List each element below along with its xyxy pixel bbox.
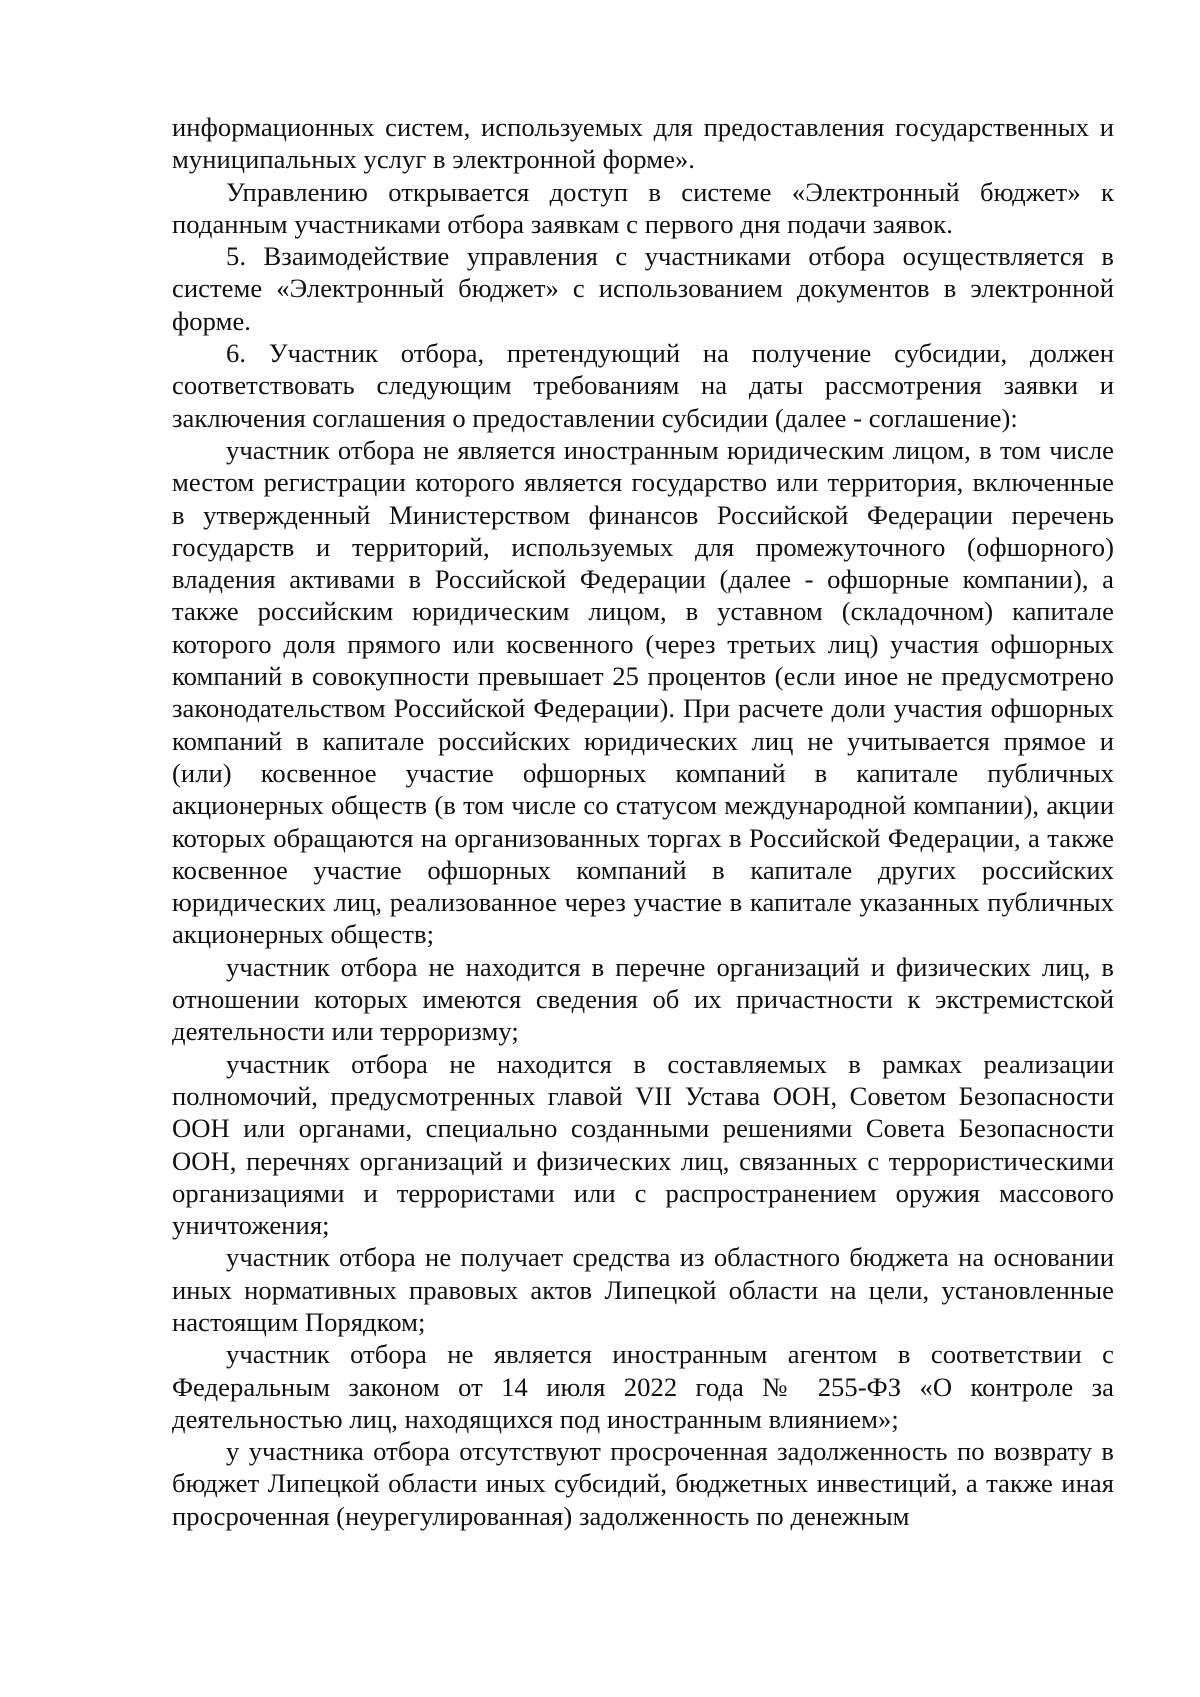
- document-page: [172, 111, 1114, 1532]
- paragraph-un-sanctions-requirement: участник отбора не находится в составляемых в рамках реализации полномочий, предусмотренных главой VII Устава ООН, Советом Безопасности ООН или органами, специально созданными решениями Совета Безопасности ООН, перечнях организаций и физических лиц, связанных с террористическими организациями и террористами или с распространением оружия массового уничтожения;: [172, 1048, 1114, 1241]
- paragraph-item-5: 5. Взаимодействие управления с участниками отбора осуществляется в системе «Электронный бюджет» с использованием документов в электронной форме.: [172, 241, 1114, 336]
- paragraph-extremism-requirement: участник отбора не находится в перечне организаций и физических лиц, в отношении которых имеются сведения об их причастности к экстремистской деятельности или терроризму;: [172, 951, 1114, 1047]
- paragraph-foreign-agent-requirement: участник отбора не является иностранным агентом в соответствии с Федеральным законом от 14 июля 2022 года № 255-ФЗ «О контроле за деятельностью лиц, находящихся под иностранным влиянием»;: [172, 1339, 1114, 1434]
- paragraph-budget-access: Управлению открывается доступ в системе «Электронный бюджет» к поданным участниками отбора заявкам с первого дня подачи заявок.: [172, 176, 1114, 239]
- paragraph-item-6: 6. Участник отбора, претендующий на получение субсидии, должен соответствовать следующим требованиям на даты рассмотрения заявки и заключения соглашения о предоставлении субсидии (далее - соглашение):: [172, 338, 1114, 433]
- paragraph-continuation: информационных систем, используемых для предоставления государственных и муниципальных услуг в электронной форме».: [172, 112, 1114, 175]
- paragraph-budget-funds-requirement: участник отбора не получает средства из областного бюджета на основании иных нормативных правовых актов Липецкой области на цели, установленные настоящим Порядком;: [172, 1242, 1114, 1337]
- paragraph-offshore-requirement: участник отбора не является иностранным юридическим лицом, в том числе местом регистрации которого является государство или территория, включенные в утвержденный Министерством финансов Российской Федерации перечень государств и территорий, используемых для промежуточного (офшорного) владения активами в Российской Федерации (далее - офшорные компании), а также российским юридическим лицом, в уставном (складочном) капитале которого доля прямого или косвенного (через третьих лиц) участия офшорных компаний в совокупности превышает 25 процентов (если иное не предусмотрено законодательством Российской Федерации). При расчете доли участия офшорных компаний в капитале российских юридических лиц не учитывается прямое и (или) косвенное участие офшорных компаний в капитале публичных акционерных обществ (в том числе со статусом международной компании), акции которых обращаются на организованных торгах в Российской Федерации, а также косвенное участие офшорных компаний в капитале других российских юридических лиц, реализованное через участие в капитале указанных публичных акционерных обществ;: [172, 434, 1114, 950]
- paragraph-debt-requirement: у участника отбора отсутствуют просроченная задолженность по возврату в бюджет Липецкой области иных субсидий, бюджетных инвестиций, а также иная просроченная (неурегулированная) задолженность по денежным: [172, 1436, 1114, 1531]
